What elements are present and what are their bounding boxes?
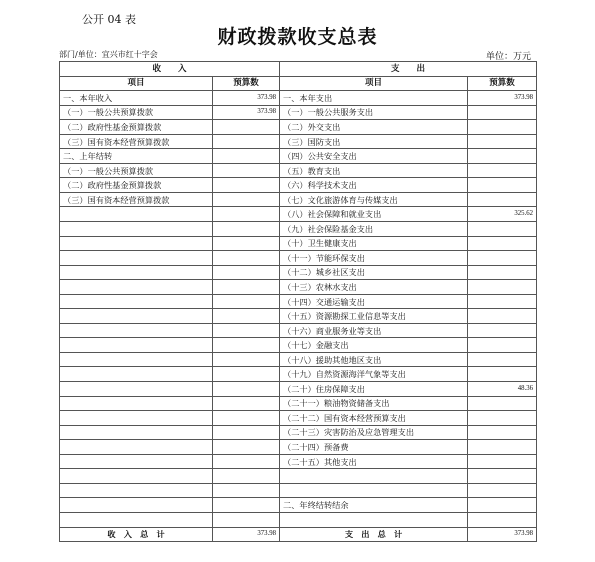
expense-item-cell — [280, 483, 468, 498]
income-item-cell: （一）一般公共预算拨款 — [60, 163, 213, 178]
table-row — [60, 280, 537, 295]
table-row — [60, 382, 537, 397]
expense-item-cell: （十七）金融支出 — [280, 338, 468, 353]
table-row — [60, 120, 537, 135]
income-item-cell — [60, 338, 213, 353]
income-value-cell — [213, 280, 280, 295]
income-value-cell — [213, 483, 280, 498]
income-value-cell — [213, 396, 280, 411]
expense-budget-header: 预算数 — [468, 76, 537, 91]
income-value-cell — [213, 265, 280, 280]
income-item-cell — [60, 411, 213, 426]
table-row — [60, 251, 537, 266]
column-header-row — [60, 76, 537, 91]
expense-item-cell — [280, 469, 468, 484]
expense-item-cell: （十一）节能环保支出 — [280, 251, 468, 266]
expense-value-cell — [468, 338, 537, 353]
income-value-cell — [213, 134, 280, 149]
expense-item-cell: （二）外交支出 — [280, 120, 468, 135]
income-item-cell: （二）政府性基金预算拨款 — [60, 178, 213, 193]
income-value-cell — [213, 192, 280, 207]
income-value-cell — [213, 469, 280, 484]
expense-item-cell: （十）卫生健康支出 — [280, 236, 468, 251]
expense-total-value: 373.98 — [468, 527, 537, 542]
table-row — [60, 425, 537, 440]
department-label: 部门/单位：宜兴市红十字会 — [59, 50, 158, 59]
unit-label: 单位：万元 — [485, 52, 531, 62]
income-item-cell — [60, 323, 213, 338]
expense-item-cell: （八）社会保障和就业支出 — [280, 207, 468, 222]
table-row — [60, 411, 537, 426]
expense-item-cell: （十九）自然资源海洋气象等支出 — [280, 367, 468, 382]
totals-row — [60, 527, 537, 542]
income-item-cell — [60, 425, 213, 440]
table-row — [60, 454, 537, 469]
expense-value-cell — [468, 236, 537, 251]
expense-value-cell — [468, 222, 537, 237]
income-item-cell — [60, 280, 213, 295]
expense-section-header: 支 出 — [280, 62, 537, 77]
income-item-cell: 二、上年结转 — [60, 149, 213, 164]
expense-item-cell: （二十二）国有资本经营预算支出 — [280, 411, 468, 426]
table-row — [60, 323, 537, 338]
expense-item-cell: （二十三）灾害防治及应急管理支出 — [280, 425, 468, 440]
income-item-cell — [60, 207, 213, 222]
income-item-header: 项目 — [60, 76, 213, 91]
income-value-cell — [213, 149, 280, 164]
expense-total-label: 支 出 总 计 — [280, 527, 468, 542]
income-total-label: 收 入 总 计 — [60, 527, 213, 542]
income-budget-header: 预算数 — [213, 76, 280, 91]
income-value-cell — [213, 163, 280, 178]
income-value-cell — [213, 251, 280, 266]
table-row — [60, 338, 537, 353]
income-value-cell — [213, 454, 280, 469]
expense-item-cell: （十五）资源勘探工业信息等支出 — [280, 309, 468, 324]
expense-value-cell — [468, 396, 537, 411]
expense-value-cell — [468, 469, 537, 484]
income-item-cell — [60, 512, 213, 527]
table-row — [60, 236, 537, 251]
section-header-row — [60, 62, 537, 77]
expense-item-header: 项目 — [280, 76, 468, 91]
table-row — [60, 440, 537, 455]
expense-value-cell: 48.36 — [468, 382, 537, 397]
income-value-cell — [213, 498, 280, 513]
income-value-cell — [213, 440, 280, 455]
table-row — [60, 483, 537, 498]
income-value-cell: 373.98 — [213, 91, 280, 106]
table-row — [60, 207, 537, 222]
expense-item-cell: （十四）交通运输支出 — [280, 294, 468, 309]
expense-item-cell: （二十一）粮油物资储备支出 — [280, 396, 468, 411]
expense-item-cell: 二、年终结转结余 — [280, 498, 468, 513]
income-item-cell: （三）国有资本经营预算拨款 — [60, 192, 213, 207]
expense-value-cell — [468, 294, 537, 309]
table-row — [60, 178, 537, 193]
expense-item-cell: （九）社会保险基金支出 — [280, 222, 468, 237]
table-row — [60, 163, 537, 178]
income-total-value: 373.98 — [213, 527, 280, 542]
income-item-cell — [60, 454, 213, 469]
income-value-cell — [213, 222, 280, 237]
expense-value-cell — [468, 163, 537, 178]
table-row — [60, 222, 537, 237]
table-row — [60, 396, 537, 411]
income-item-cell — [60, 222, 213, 237]
income-value-cell — [213, 120, 280, 135]
expense-value-cell — [468, 265, 537, 280]
expense-item-cell: （三）国防支出 — [280, 134, 468, 149]
expense-value-cell: 373.98 — [468, 91, 537, 106]
expense-value-cell: 325.62 — [468, 207, 537, 222]
income-item-cell — [60, 498, 213, 513]
expense-item-cell: （五）教育支出 — [280, 163, 468, 178]
income-item-cell — [60, 382, 213, 397]
income-item-cell — [60, 309, 213, 324]
expense-value-cell — [468, 440, 537, 455]
expense-item-cell — [280, 512, 468, 527]
income-item-cell — [60, 236, 213, 251]
income-value-cell — [213, 207, 280, 222]
income-value-cell — [213, 338, 280, 353]
table-row — [60, 512, 537, 527]
income-item-cell — [60, 440, 213, 455]
income-item-cell: 一、本年收入 — [60, 91, 213, 106]
income-value-cell: 373.98 — [213, 105, 280, 120]
income-value-cell — [213, 309, 280, 324]
expense-value-cell — [468, 367, 537, 382]
income-item-cell — [60, 251, 213, 266]
table-row — [60, 105, 537, 120]
expense-value-cell — [468, 105, 537, 120]
expense-value-cell — [468, 120, 537, 135]
expense-value-cell — [468, 149, 537, 164]
expense-value-cell — [468, 251, 537, 266]
income-item-cell — [60, 469, 213, 484]
expense-value-cell — [468, 134, 537, 149]
income-section-header: 收 入 — [60, 62, 280, 77]
expense-value-cell — [468, 483, 537, 498]
expense-item-cell: （二十四）预备费 — [280, 440, 468, 455]
expense-item-cell: （十三）农林水支出 — [280, 280, 468, 295]
income-value-cell — [213, 294, 280, 309]
income-item-cell: （二）政府性基金预算拨款 — [60, 120, 213, 135]
table-row — [60, 149, 537, 164]
table-row — [60, 265, 537, 280]
income-value-cell — [213, 411, 280, 426]
expense-item-cell: 一、本年支出 — [280, 91, 468, 106]
income-item-cell — [60, 294, 213, 309]
expense-value-cell — [468, 411, 537, 426]
income-value-cell — [213, 367, 280, 382]
income-item-cell: （一）一般公共预算拨款 — [60, 105, 213, 120]
income-item-cell: （三）国有资本经营预算拨款 — [60, 134, 213, 149]
income-value-cell — [213, 425, 280, 440]
income-value-cell — [213, 352, 280, 367]
expense-value-cell — [468, 192, 537, 207]
expense-item-cell: （二十五）其他支出 — [280, 454, 468, 469]
expense-item-cell: （七）文化旅游体育与传媒支出 — [280, 192, 468, 207]
income-item-cell — [60, 483, 213, 498]
income-item-cell — [60, 265, 213, 280]
income-value-cell — [213, 178, 280, 193]
table-row — [60, 498, 537, 513]
budget-table — [59, 61, 537, 542]
income-item-cell — [60, 352, 213, 367]
expense-value-cell — [468, 425, 537, 440]
table-row — [60, 192, 537, 207]
expense-value-cell — [468, 352, 537, 367]
expense-item-cell: （十二）城乡社区支出 — [280, 265, 468, 280]
expense-value-cell — [468, 178, 537, 193]
income-value-cell — [213, 382, 280, 397]
expense-item-cell: （十八）援助其他地区支出 — [280, 352, 468, 367]
expense-value-cell — [468, 309, 537, 324]
expense-value-cell — [468, 498, 537, 513]
table-row — [60, 134, 537, 149]
expense-item-cell: （二十）住房保障支出 — [280, 382, 468, 397]
expense-value-cell — [468, 323, 537, 338]
table-row — [60, 91, 537, 106]
table-row — [60, 469, 537, 484]
table-row — [60, 367, 537, 382]
income-item-cell — [60, 396, 213, 411]
table-row — [60, 352, 537, 367]
table-row — [60, 309, 537, 324]
expense-item-cell: （十六）商业服务业等支出 — [280, 323, 468, 338]
income-item-cell — [60, 367, 213, 382]
income-value-cell — [213, 512, 280, 527]
page-title: 财政拨款收支总表 — [217, 26, 378, 48]
table-row — [60, 294, 537, 309]
expense-value-cell — [468, 512, 537, 527]
expense-value-cell — [468, 280, 537, 295]
income-value-cell — [213, 323, 280, 338]
expense-value-cell — [468, 454, 537, 469]
table-number-tag: 公开 04 表 — [82, 13, 136, 26]
expense-item-cell: （六）科学技术支出 — [280, 178, 468, 193]
income-value-cell — [213, 236, 280, 251]
expense-item-cell: （四）公共安全支出 — [280, 149, 468, 164]
expense-item-cell: （一）一般公共服务支出 — [280, 105, 468, 120]
